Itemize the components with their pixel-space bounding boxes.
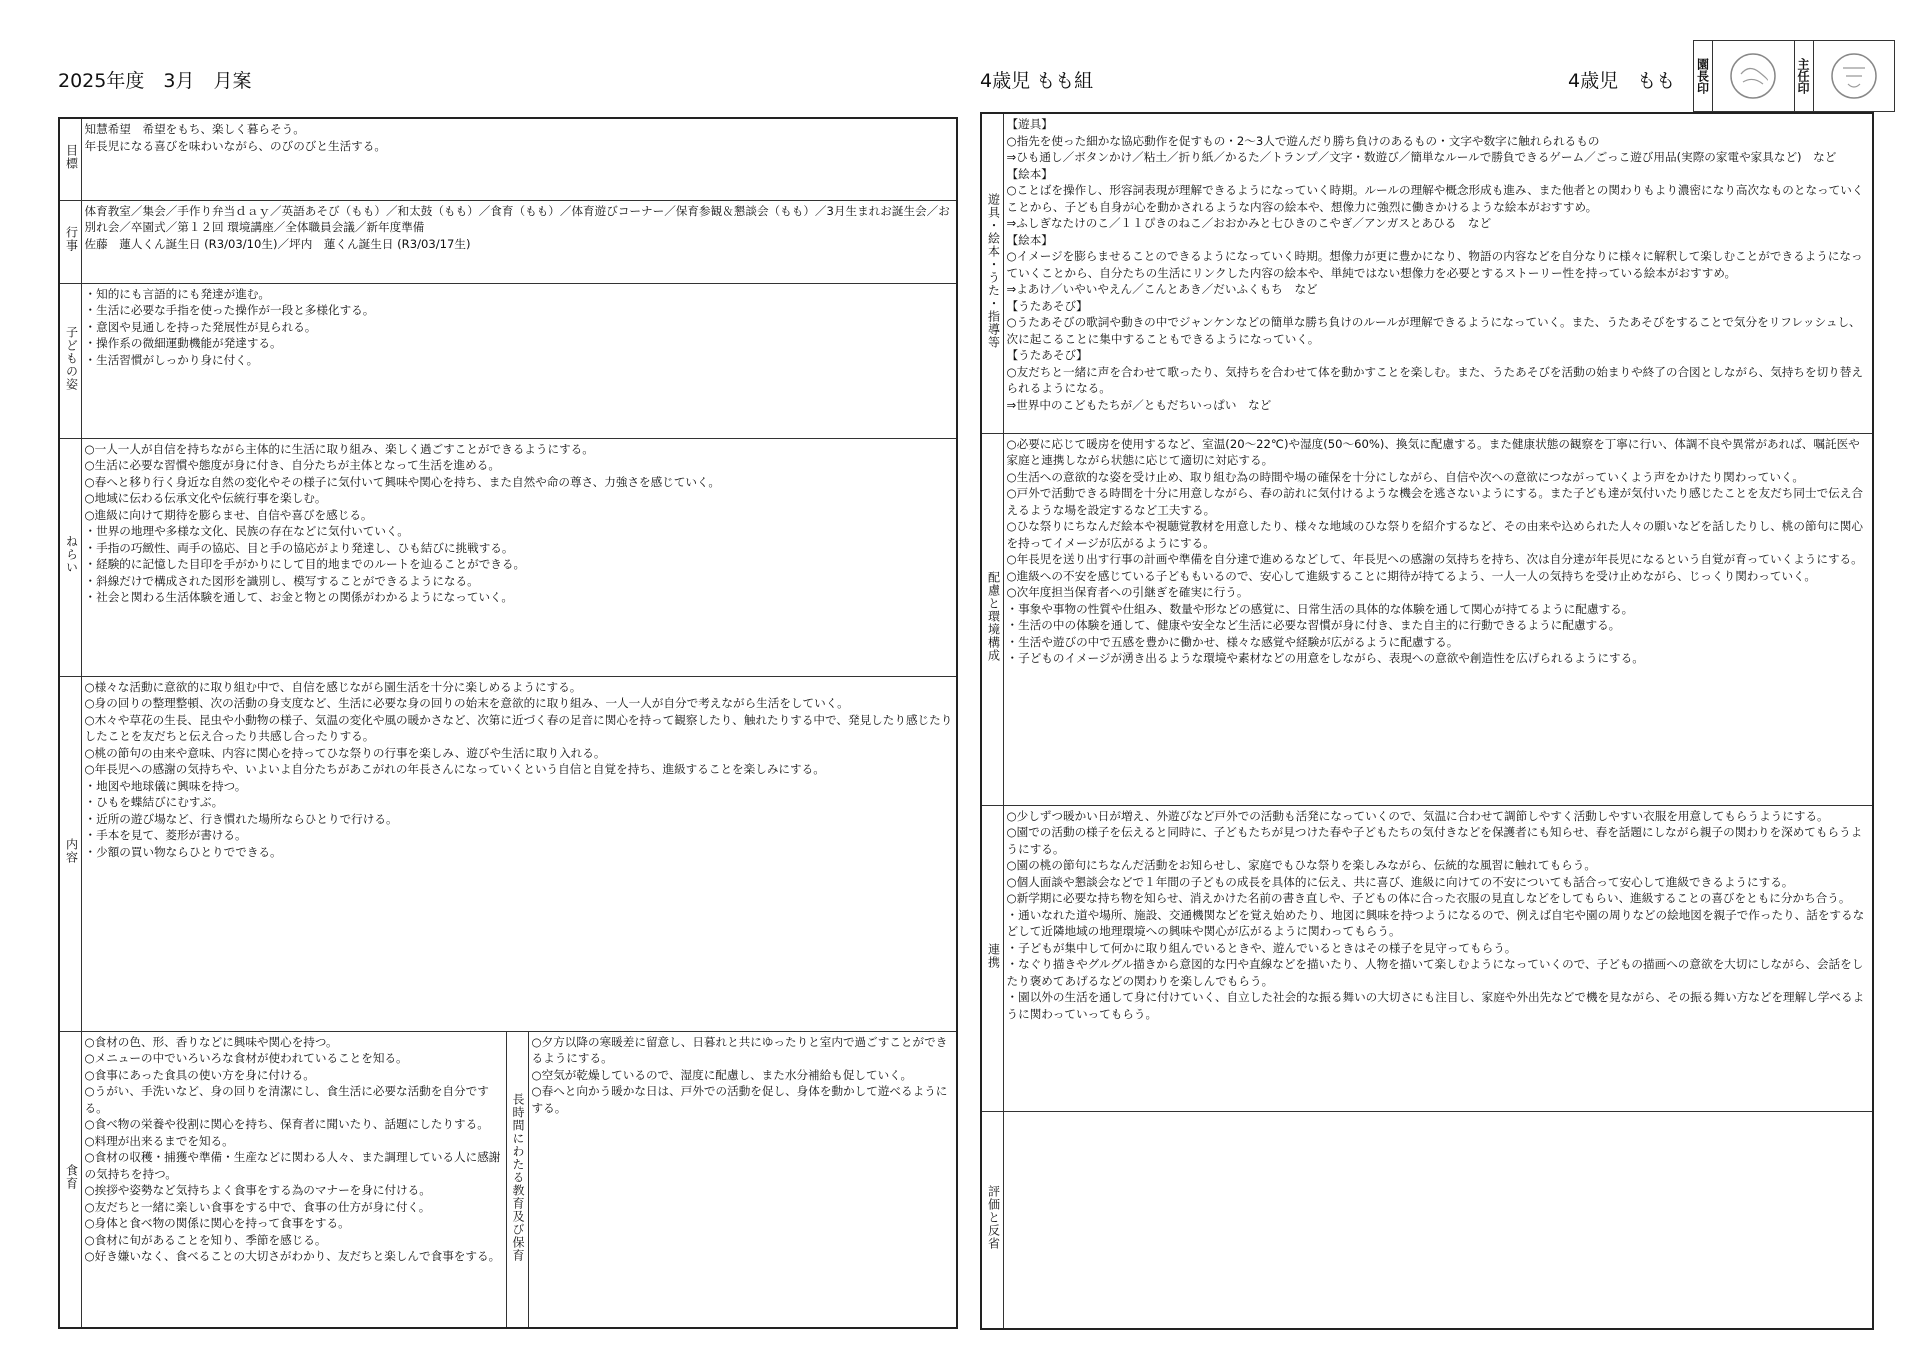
chief-seal-icon [1828, 50, 1880, 102]
text-line: ○進級への不安を感じている子どももいるので、安心して進級することに期待が持てるよう、一人一人の気持ちを受け止めながら、じっくり関わっていく。 [1006, 568, 1817, 583]
label-cell-nerai [59, 438, 81, 676]
text-line: ○うがい、手洗いなど、身の回りを清潔にし、食生活に必要な活動を自分でする。 [84, 1084, 489, 1115]
text-line: ○食材の色、形、香りなどに興味や関心を持つ。 [84, 1034, 338, 1049]
row-kodomo [59, 283, 957, 438]
cell-mokuhyo [81, 118, 957, 200]
text-line: ○新学期に必要な持ち物を知らせ、消えかけた名前の書き直しや、子どもの体に合った衣服の見直しなどをしてもらい、進級することの喜びをともに分かち合う。 [1006, 891, 1851, 905]
text-line: ○夕方以降の寒暖差に留意し、日暮れと共にゆったりと室内で過ごすことができるようにする。 [531, 1034, 948, 1065]
text-line: ・通いなれた道や場所、施設、交通機関などを覚え始めたり、地図に興味を持つようになるので、例えば自宅や園の周りなどの絵地図を親子で作ったり、話をするなどして近隣地域の地理環境への興味や関心が広がるように関わってもらう。 [1006, 907, 1865, 938]
text-line: ・手本を見て、菱形が書ける。 [84, 828, 247, 842]
label-renkei: 連携 [986, 942, 1001, 969]
label-cell-hyoka [981, 1111, 1003, 1329]
text-line: ○食材の収穫・捕獲や準備・生産などに関わる人々、また調理している人に感謝の気持ちを持つ。 [84, 1150, 501, 1181]
label-cell-shokuiku [59, 1031, 81, 1328]
cell-choujikan [528, 1031, 957, 1328]
text-line: ○身の回りの整理整頓、次の活動の身支度など、生活に必要な身の回りの始末を意欲的に取り組み、一人一人が自分で考えながら生活をしていく。 [84, 696, 849, 710]
row-shokuiku [59, 1031, 957, 1328]
left-plan-table [58, 117, 958, 1329]
label-cell-naiyo [59, 676, 81, 1031]
text-line: ○園の桃の節句にちなんだ活動をお知らせし、家庭でもひな祭りを楽しみながら、伝統的な風習に触れてもらう。 [1006, 858, 1596, 872]
row-asobi [981, 113, 1873, 433]
text-line: ・子どもが集中して何かに取り組んでいるときや、遊んでいるときはその様子を見守ってもらう。 [1006, 940, 1517, 955]
cell-renkei [1003, 805, 1873, 1111]
text-line: ⇒世界中のこどもたちが／ともだちいっぱい など [1006, 397, 1272, 412]
class-name-center: 4歳児 もも組 [980, 70, 1094, 92]
text-line: 【遊具】 [1006, 117, 1053, 131]
text-line: ○指先を使った細かな協応動作を促すもの・2〜3人で遊んだり勝ち負けのあるもの・文字や数字に触れられるもの [1006, 133, 1600, 148]
text-line: ⇒ひも通し／ボタンかけ／粘土／折り紙／かるた／トランプ／文字・数遊び／簡単なルールで勝負できるゲーム／ごっこ遊び用品(実際の家電や家具など) など [1006, 150, 1837, 164]
text-line: ・操作系の微細運動機能が発達する。 [84, 336, 282, 350]
stamp-director-seal [1713, 41, 1795, 111]
row-kankyo [981, 433, 1873, 805]
row-gyoji [59, 200, 957, 283]
text-line: ⇒よあけ／いやいやえん／こんとあき／だいふくもち など [1006, 282, 1318, 296]
text-line: ○食材に旬があることを知り、季節を感じる。 [84, 1232, 327, 1247]
label-kankyo: 配慮と環境構成 [986, 571, 1001, 663]
text-line: ・地図や地球儀に興味を持つ。 [84, 778, 247, 793]
text-line: ○挨拶や姿勢など気持ちよく食事をする為のマナーを身に付ける。 [84, 1183, 431, 1197]
text-line: ○春へと向かう暖かな日は、戸外での活動を促し、身体を動かして遊べるようにする。 [531, 1084, 948, 1115]
text-line: ○一人一人が自信を持ちながら主体的に生活に取り組み、楽しく過ごすことができるようにする。 [84, 441, 594, 456]
cell-hyoka [1003, 1111, 1873, 1329]
label-kodomo: 子どもの姿 [64, 325, 79, 391]
label-cell-renkei [981, 805, 1003, 1111]
stamp-chief-label-cell [1795, 41, 1814, 111]
stamp-chief-seal [1814, 41, 1895, 111]
text-line: 【うたあそび】 [1006, 348, 1088, 362]
text-line: ○春へと移り行く身近な自然の変化やその様子に気付いて興味や関心を持ち、また自然や命の尊さ、力強さを感じていく。 [84, 474, 720, 489]
text-line: 年長児になる喜びを味わいながら、のびのびと生活する。 [84, 138, 386, 153]
text-line: ○必要に応じて暖房を使用するなど、室温(20〜22℃)や湿度(50〜60%)、換気に配慮する。また健康状態の観察を丁寧に行い、体調不良や異常があれば、嘱託医や家庭と連携しながら状態に応じて適切に対応する。 [1006, 436, 1860, 467]
text-line: ○料理が出来るまでを知る。 [84, 1133, 234, 1148]
text-line: ・手指の巧緻性、両手の協応、目と手の協応がより発達し、ひも結びに挑戦する。 [84, 540, 514, 555]
text-line: ○ことばを操作し、形容詞表現が理解できるようになっていく時期。ルールの理解や概念形成も進み、また他者との関わりもより濃密になり高次なものとなっていくことから、子ども自身が心を動かされるような内容の絵本や、想像力に強烈に働きかけるような絵本がおすすめ。 [1006, 183, 1864, 214]
text-line: ・近所の遊び場など、行き慣れた場所ならひとりで行ける。 [84, 811, 398, 826]
text-line: ・ひもを蝶結びにむすぶ。 [84, 795, 224, 809]
text-line: ○次年度担当保育者への引継ぎを確実に行う。 [1006, 585, 1249, 599]
text-line: ・斜線だけで構成された図形を識別し、模写することができるようになる。 [84, 573, 479, 588]
text-line: 【絵本】 [1006, 166, 1053, 181]
text-line: ・生活や遊びの中で五感を豊かに働かせ、様々な感覚や経験が広がるように配慮する。 [1006, 634, 1459, 649]
cell-kodomo [81, 283, 957, 438]
director-seal-icon [1727, 50, 1779, 102]
text-line: ・意図や見通しを持った発展性が見られる。 [84, 319, 317, 334]
text-line: ・生活の中の体験を通して、健康や安全など生活に必要な習慣が身に付き、また自主的に行動できるように配慮する。 [1006, 618, 1621, 632]
label-mokuhyo: 目標 [64, 144, 79, 170]
label-shokuiku: 食育 [64, 1164, 79, 1190]
plan-title: 2025年度 3月 月案 [58, 70, 252, 92]
row-mokuhyo [59, 118, 957, 200]
cell-kankyo [1003, 433, 1873, 805]
text-line: ○空気が乾燥しているので、湿度に配慮し、また水分補給も促していく。 [531, 1067, 913, 1082]
text-line: ・世界の地理や多様な文化、民族の存在などに気付いていく。 [84, 524, 409, 538]
label-hyoka: 評価と反省 [986, 1185, 1001, 1250]
text-line: ○進級に向けて期待を膨らませ、自信や喜びを感じる。 [84, 507, 373, 522]
label-gyoji: 行事 [64, 226, 79, 253]
text-line: ・事象や事物の性質や仕組み、数量や形などの感覚に、日常生活の具体的な体験を通して関心が持てるように配慮する。 [1006, 601, 1634, 616]
cell-shokuiku [81, 1031, 506, 1328]
row-renkei [981, 805, 1873, 1111]
label-cell-choujikan [506, 1031, 528, 1328]
text-line: ○桃の節句の由来や意味、内容に関心を持ってひな祭りの行事を楽しみ、遊びや生活に取り入れる。 [84, 745, 606, 760]
stamp-director-label: 園長印 [1695, 58, 1710, 94]
text-line: ○好き嫌いなく、食べることの大切さがわかり、友だちと楽しんで食事をする。 [84, 1249, 501, 1263]
text-line: 【絵本】 [1006, 232, 1053, 247]
text-line: 佐藤 蓮人くん誕生日 (R3/03/10生)／坪内 蓮くん誕生日 (R3/03/17生) [84, 236, 471, 251]
text-line: ・なぐり描きやグルグル描きから意図的な円や直線などを描いたり、人物を描いて楽しむようになっていくので、子どもの描画への意欲を大切にしながら、会話をしたり褒めてあげるなどの関わりを楽しんでもらう。 [1006, 957, 1864, 988]
cell-nerai [81, 438, 957, 676]
label-cell-asobi [981, 113, 1003, 433]
text-line: ○年長児を送り出す行事の計画や準備を自分達で進めるなどして、年長児への感謝の気持ちを持ち、次は自分達が年長児になるという自覚が育っていくようにする。 [1006, 552, 1863, 566]
text-line: ○生活に必要な習慣や態度が身に付き、自分たちが主体となって生活を進める。 [84, 458, 500, 472]
text-line: ・生活に必要な手指を使った操作が一段と多様化する。 [84, 303, 375, 317]
label-choujikan: 長時間にわたる教育及び保育 [511, 1092, 525, 1262]
text-line: ○身体と食べ物の関係に関心を持って食事をする。 [84, 1216, 350, 1230]
text-line: ○友だちと一緒に楽しい食事をする中で、食事の仕方が身に付く。 [84, 1199, 431, 1214]
text-line: ○イメージを膨らませることのできるようになっていく時期。想像力が更に豊かになり、物語の内容などを自分なりに様々に解釈して楽しむことができるようになっていくことから、自分たちの生活にリンクした内容の絵本や、単純ではない想像力を必要とするストーリー性を持っている絵本がおすすめ。 [1006, 249, 1863, 280]
row-hyoka [981, 1111, 1873, 1329]
text-line: ・経験的に記憶した目印を手がかりにして目的地までのルートを辿ることができる。 [84, 557, 526, 571]
text-line: ○うたあそびの歌詞や動きの中でジャンケンなどの簡単な勝ち負けのルールが理解できるようになっていく。また、うたあそびをすることで気分をリフレッシュし、次に起こることに集中することもできるようになっていく。 [1006, 315, 1861, 346]
text-line: 知慧希望 希望をもち、楽しく暮らそう。 [84, 122, 305, 136]
text-line: ○メニューの中でいろいろな食材が使われていることを知る。 [84, 1051, 408, 1065]
text-line: ・知的にも言語的にも発達が進む。 [84, 286, 271, 301]
stamp-chief-label: 主任印 [1796, 58, 1810, 94]
label-cell-kankyo [981, 433, 1003, 805]
text-line: ・少額の買い物ならひとりでできる。 [84, 844, 282, 859]
text-line: ○食べ物の栄養や役割に関心を持ち、保育者に聞いたり、話題にしたりする。 [84, 1117, 489, 1131]
text-line: ○戸外で活動できる時間を十分に用意しながら、春の訪れに気付けるような機会を逃さないようにする。また子ども達が気付いたり感じたことを友だち同士で伝え合えるような場を設定するなど工夫する。 [1006, 486, 1863, 517]
class-name-right: 4歳児 もも [1568, 70, 1676, 92]
text-line: ○食事にあった食具の使い方を身に付ける。 [84, 1067, 315, 1082]
cell-asobi [1003, 113, 1873, 433]
text-line: ○友だちと一緒に声を合わせて歌ったり、気持ちを合わせて体を動かすことを楽しむ。また、うたあそびを活動の始まりや終了の合図としながら、気持ちを切り替えられるようになる。 [1006, 364, 1863, 395]
right-plan-table [980, 112, 1874, 1330]
text-line: ○園での活動の様子を伝えると同時に、子どもたちが見つけた春や子どもたちの気付きなどを保護者にも知らせ、春を話題にしながら親子の関わりを深めてもらうようにする。 [1006, 825, 1863, 856]
label-cell-kodomo [59, 283, 81, 438]
text-line: ・社会と関わる生活体験を通して、お金と物との関係がわかるようになっていく。 [84, 590, 514, 604]
text-line: ○地域に伝わる伝承文化や伝統行事を楽しむ。 [84, 491, 327, 505]
label-cell-mokuhyo [59, 118, 81, 200]
row-naiyo [59, 676, 957, 1031]
text-line: ○ひな祭りにちなんだ絵本や視聴覚教材を用意したり、様々な地域のひな祭りを紹介するなど、その由来や込められた人々の願いなどを話したりし、桃の節句に関心を持ってイメージが広がるようにする。 [1006, 519, 1863, 550]
text-line: ○木々や草花の生長、昆虫や小動物の様子、気温の変化や風の暖かさなど、次第に近づく春の足音に関心を持って観察したり、触れたりする中で、発見したり感じたりしたことを友だちと伝え合ったり共感し合ったりする。 [84, 712, 953, 743]
text-line: ○年長児への感謝の気持ちや、いよいよ自分たちがあこがれの年長さんになっていくという自信と自覚を持ち、進級することを楽しみにする。 [84, 762, 825, 776]
text-line: ○様々な活動に意欲的に取り組む中で、自信を感じながら園生活を十分に楽しめるようにする。 [84, 679, 582, 694]
label-asobi: 遊具・絵本・うた・指導等 [986, 193, 1001, 349]
text-line: 体育教室／集会／手作り弁当ｄａｙ／英語あそび（もも）／和太鼓（もも）／食育（もも）／体育遊びコーナー／保育参観＆懇談会（もも）／3月生まれお誕生会／お別れ会／卒園式／第１２回 環境講座／全体職員会議／新年度準備 [84, 203, 950, 234]
text-line: ・子どものイメージが湧き出るような環境や素材などの用意をしながら、表現への意欲や創造性を広げられるようにする。 [1006, 651, 1644, 665]
approval-stamps [1693, 40, 1895, 112]
cell-naiyo [81, 676, 957, 1031]
text-line: ○個人面談や懇談会などで１年間の子どもの成長を具体的に伝え、共に喜び、進級に向けての不安についても話合って安心して進級できるようにする。 [1006, 874, 1794, 889]
text-line: ○生活への意欲的な姿を受け止め、取り組む為の時間や場の確保を十分にしながら、自信や次への意欲につながっていくよう声をかけたり関わっていく。 [1006, 469, 1804, 484]
row-nerai [59, 438, 957, 676]
text-line: ・園以外の生活を通して身に付けていく、自立した社会的な振る舞いの大切さにも注目し、家庭や外出先などで機を見ながら、その振る舞い方などを理解し学べるように関わっていってもらう。 [1006, 990, 1865, 1021]
text-line: ・生活習慣がしっかり身に付く。 [84, 352, 259, 367]
label-nerai: ねらい [64, 535, 79, 575]
text-line: ○少しずつ暖かい日が増え、外遊びなど戸外での活動も活発になっていくので、気温に合わせて調節しやすく活動しやすい衣服を用意してもらうようにする。 [1006, 808, 1829, 823]
text-line: ⇒ふしぎなたけのこ／１１ぴきのねこ／おおかみと七ひきのこやぎ／アンガスとあひる など [1006, 216, 1492, 230]
label-cell-gyoji [59, 200, 81, 283]
stamp-director-label-cell [1694, 41, 1713, 111]
label-naiyo: 内容 [64, 838, 79, 865]
cell-gyoji [81, 200, 957, 283]
text-line: 【うたあそび】 [1006, 298, 1088, 313]
